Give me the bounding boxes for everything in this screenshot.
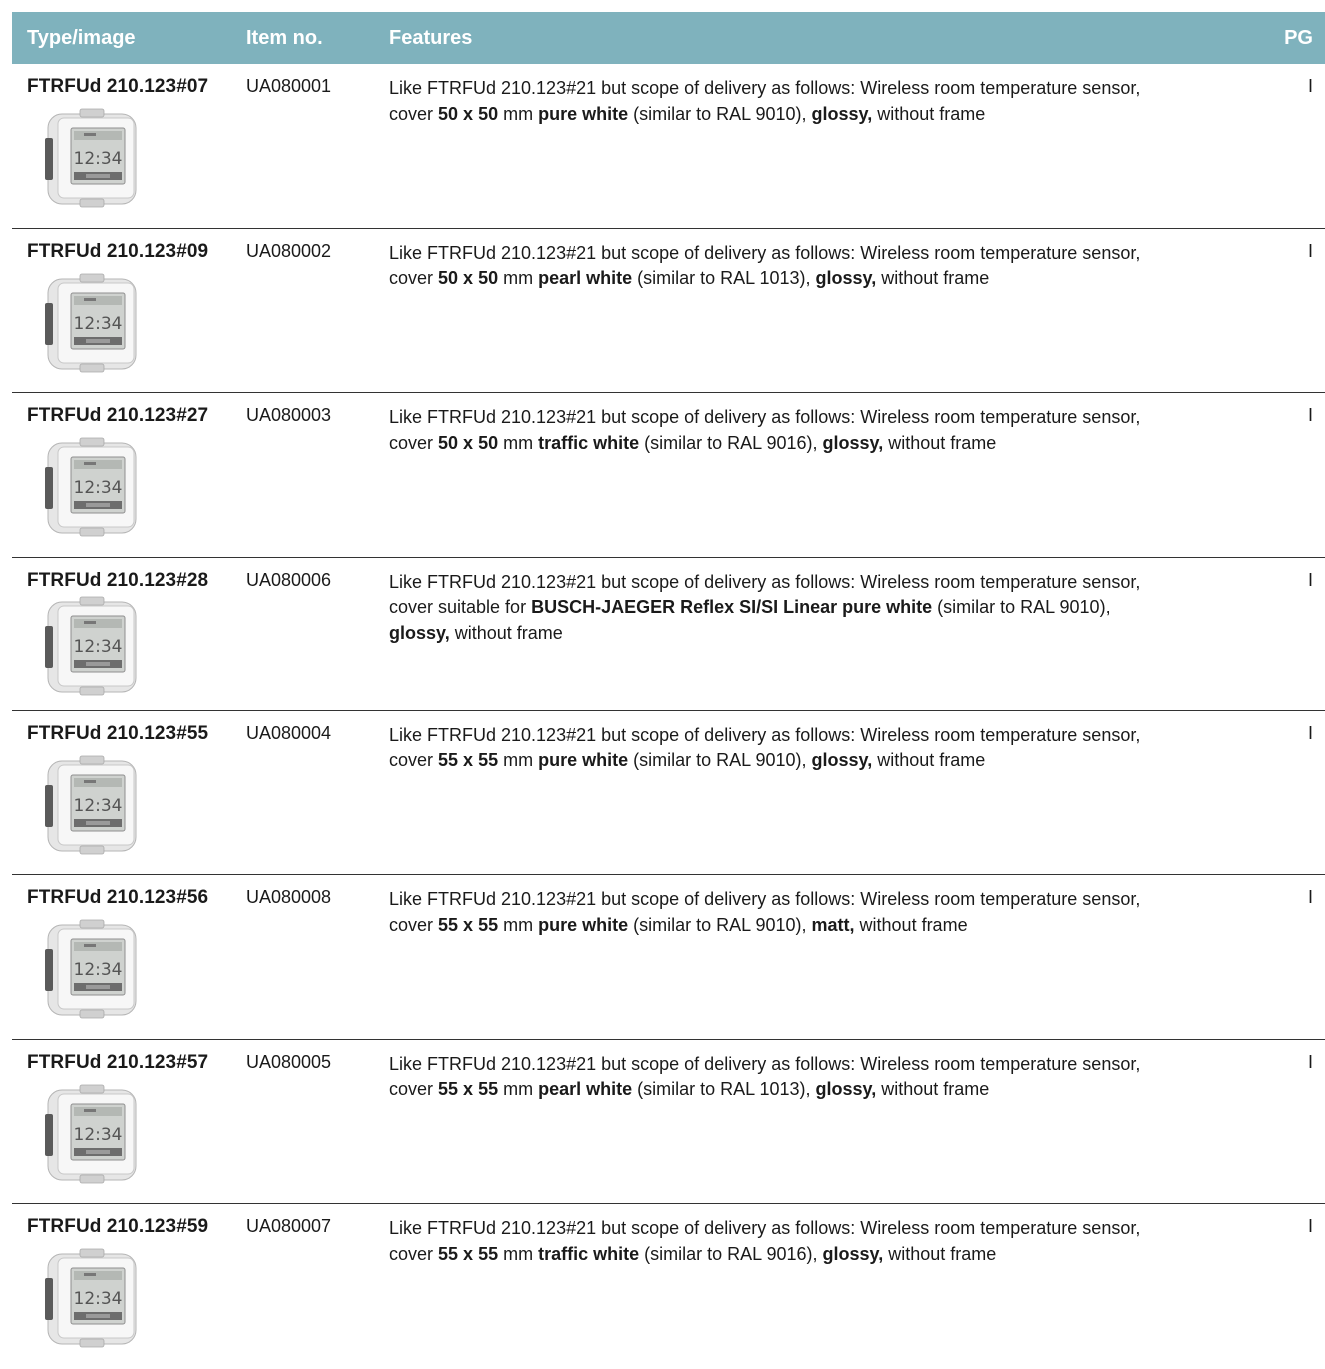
feature-highlight: pearl white [538,268,633,288]
table-row [12,393,1325,558]
device-display-time: 12:34 [73,1124,123,1145]
table-row [12,1040,1325,1205]
feature-highlight: pure white [538,750,629,770]
features-text [389,887,1149,938]
feature-highlight: pure white [538,103,629,124]
feature-text: Like FTRFUd 210.123#21 but scope of delivery as follows: Wireless room temperature sensor, cover [389,1053,1141,1099]
product-type: FTRFUd 210.123#59 [27,1216,209,1237]
features-text [389,405,1149,456]
feature-text: (similar to RAL 9016), [639,1243,823,1264]
device-display-time: 12:34 [73,795,123,816]
features-text [389,723,1149,774]
feature-highlight: 55 x 55 [438,914,499,935]
product-image [44,437,140,537]
header-features: Features [389,27,473,49]
product-image [44,755,140,855]
product-type: FTRFUd 210.123#56 [27,887,209,908]
table-row [12,711,1325,876]
header-type-image: Type/image [27,27,136,49]
feature-text: (similar to RAL 9016), [639,432,823,453]
feature-highlight: 55 x 55 [438,1079,499,1099]
product-image [44,596,140,696]
feature-text: without frame [876,1079,990,1099]
product-type: FTRFUd 210.123#27 [27,405,209,426]
feature-highlight: glossy, [811,750,873,770]
feature-text: without frame [876,268,990,288]
device-display-time: 12:34 [73,636,123,657]
price-group: I [1307,1051,1313,1072]
table-row [12,875,1325,1040]
product-type: FTRFUd 210.123#07 [27,76,209,97]
device-display-time: 12:34 [73,313,123,334]
device-display-time: 12:34 [73,149,123,169]
item-number: UA080007 [246,1216,332,1236]
table-body [12,64,1325,1369]
features-text [389,1052,1149,1103]
product-type: FTRFUd 210.123#28 [27,569,209,591]
features-text [389,76,1149,127]
feature-highlight: glossy, [389,622,450,643]
feature-text: mm [498,432,539,453]
feature-text: mm [498,1243,539,1264]
feature-text: Like FTRFUd 210.123#21 but scope of delivery as follows: Wireless room temperature sensor, cover [389,889,1141,935]
feature-text: without frame [883,432,997,453]
feature-text: Like FTRFUd 210.123#21 but scope of delivery as follows: Wireless room temperature sensor, cover [389,407,1141,453]
feature-text: Like FTRFUd 210.123#21 but scope of delivery as follows: Wireless room temperature sensor, cover suitable for [389,571,1141,617]
feature-highlight: 50 x 50 [438,432,499,453]
feature-text: without frame [854,914,968,935]
features-text [389,241,1149,292]
features-text [389,570,1149,647]
item-number: UA080002 [246,240,332,261]
feature-highlight: glossy, [815,268,877,288]
feature-text: (similar to RAL 9010), [628,103,812,124]
product-image [44,273,140,373]
features-text [389,1216,1149,1267]
product-type: FTRFUd 210.123#55 [27,722,209,744]
feature-text: (similar to RAL 9010), [628,750,812,770]
feature-text: (similar to RAL 1013), [632,1079,816,1099]
table-row [12,64,1325,229]
table-row [12,229,1325,394]
price-group: I [1307,76,1313,96]
feature-highlight: glossy, [822,1243,884,1264]
feature-text: without frame [883,1243,997,1264]
product-image [44,108,140,208]
feature-text: Like FTRFUd 210.123#21 but scope of delivery as follows: Wireless room temperature sensor, cover [389,724,1141,770]
feature-text: (similar to RAL 9010), [628,914,812,935]
price-group: I [1307,569,1313,590]
feature-text: mm [498,1079,539,1099]
feature-highlight: traffic white [538,432,640,453]
feature-text: without frame [872,750,986,770]
feature-text: Like FTRFUd 210.123#21 but scope of delivery as follows: Wireless room temperature sensor, cover [389,78,1141,124]
device-display-time: 12:34 [73,1289,123,1309]
feature-text: mm [498,103,539,124]
feature-highlight: matt, [811,914,855,935]
product-type: FTRFUd 210.123#09 [27,240,209,262]
price-group: I [1307,1216,1313,1236]
product-image [44,1248,140,1348]
device-display-time: 12:34 [73,478,123,498]
feature-highlight: glossy, [811,103,873,124]
item-number: UA080001 [246,76,332,96]
feature-text: Like FTRFUd 210.123#21 but scope of delivery as follows: Wireless room temperature sensor, cover [389,1218,1141,1264]
product-type: FTRFUd 210.123#57 [27,1051,209,1073]
price-group: I [1307,405,1313,425]
feature-highlight: 50 x 50 [438,103,499,124]
feature-highlight: glossy, [822,432,884,453]
feature-highlight: pearl white [538,1079,633,1099]
item-number: UA080008 [246,887,332,907]
price-group: I [1307,240,1313,261]
item-number: UA080006 [246,569,332,590]
table-header [12,12,1325,64]
item-number: UA080005 [246,1051,332,1072]
table-row [12,558,1325,711]
feature-highlight: 50 x 50 [438,268,499,288]
product-image [44,1084,140,1184]
feature-text: mm [498,268,539,288]
feature-highlight: BUSCH-JAEGER Reflex SI/SI Linear pure white [531,597,933,617]
feature-text: (similar to RAL 1013), [632,268,816,288]
price-group: I [1307,722,1313,743]
product-image [44,919,140,1019]
header-item-no: Item no. [246,27,323,49]
feature-text: mm [498,750,539,770]
feature-highlight: pure white [538,914,629,935]
table-row [12,1204,1325,1369]
item-number: UA080004 [246,722,332,743]
feature-highlight: glossy, [815,1079,877,1099]
feature-text: without frame [872,103,986,124]
product-table [12,12,1325,1369]
price-group: I [1307,887,1313,907]
feature-highlight: 55 x 55 [438,750,499,770]
item-number: UA080003 [246,405,332,425]
feature-text: Like FTRFUd 210.123#21 but scope of delivery as follows: Wireless room temperature sensor, cover [389,242,1141,288]
feature-text: mm [498,914,539,935]
device-display-time: 12:34 [73,960,123,980]
header-pg: PG [1284,27,1313,49]
feature-text: (similar to RAL 9010), [932,597,1111,617]
feature-text: without frame [449,622,563,643]
feature-highlight: traffic white [538,1243,640,1264]
feature-highlight: 55 x 55 [438,1243,499,1264]
